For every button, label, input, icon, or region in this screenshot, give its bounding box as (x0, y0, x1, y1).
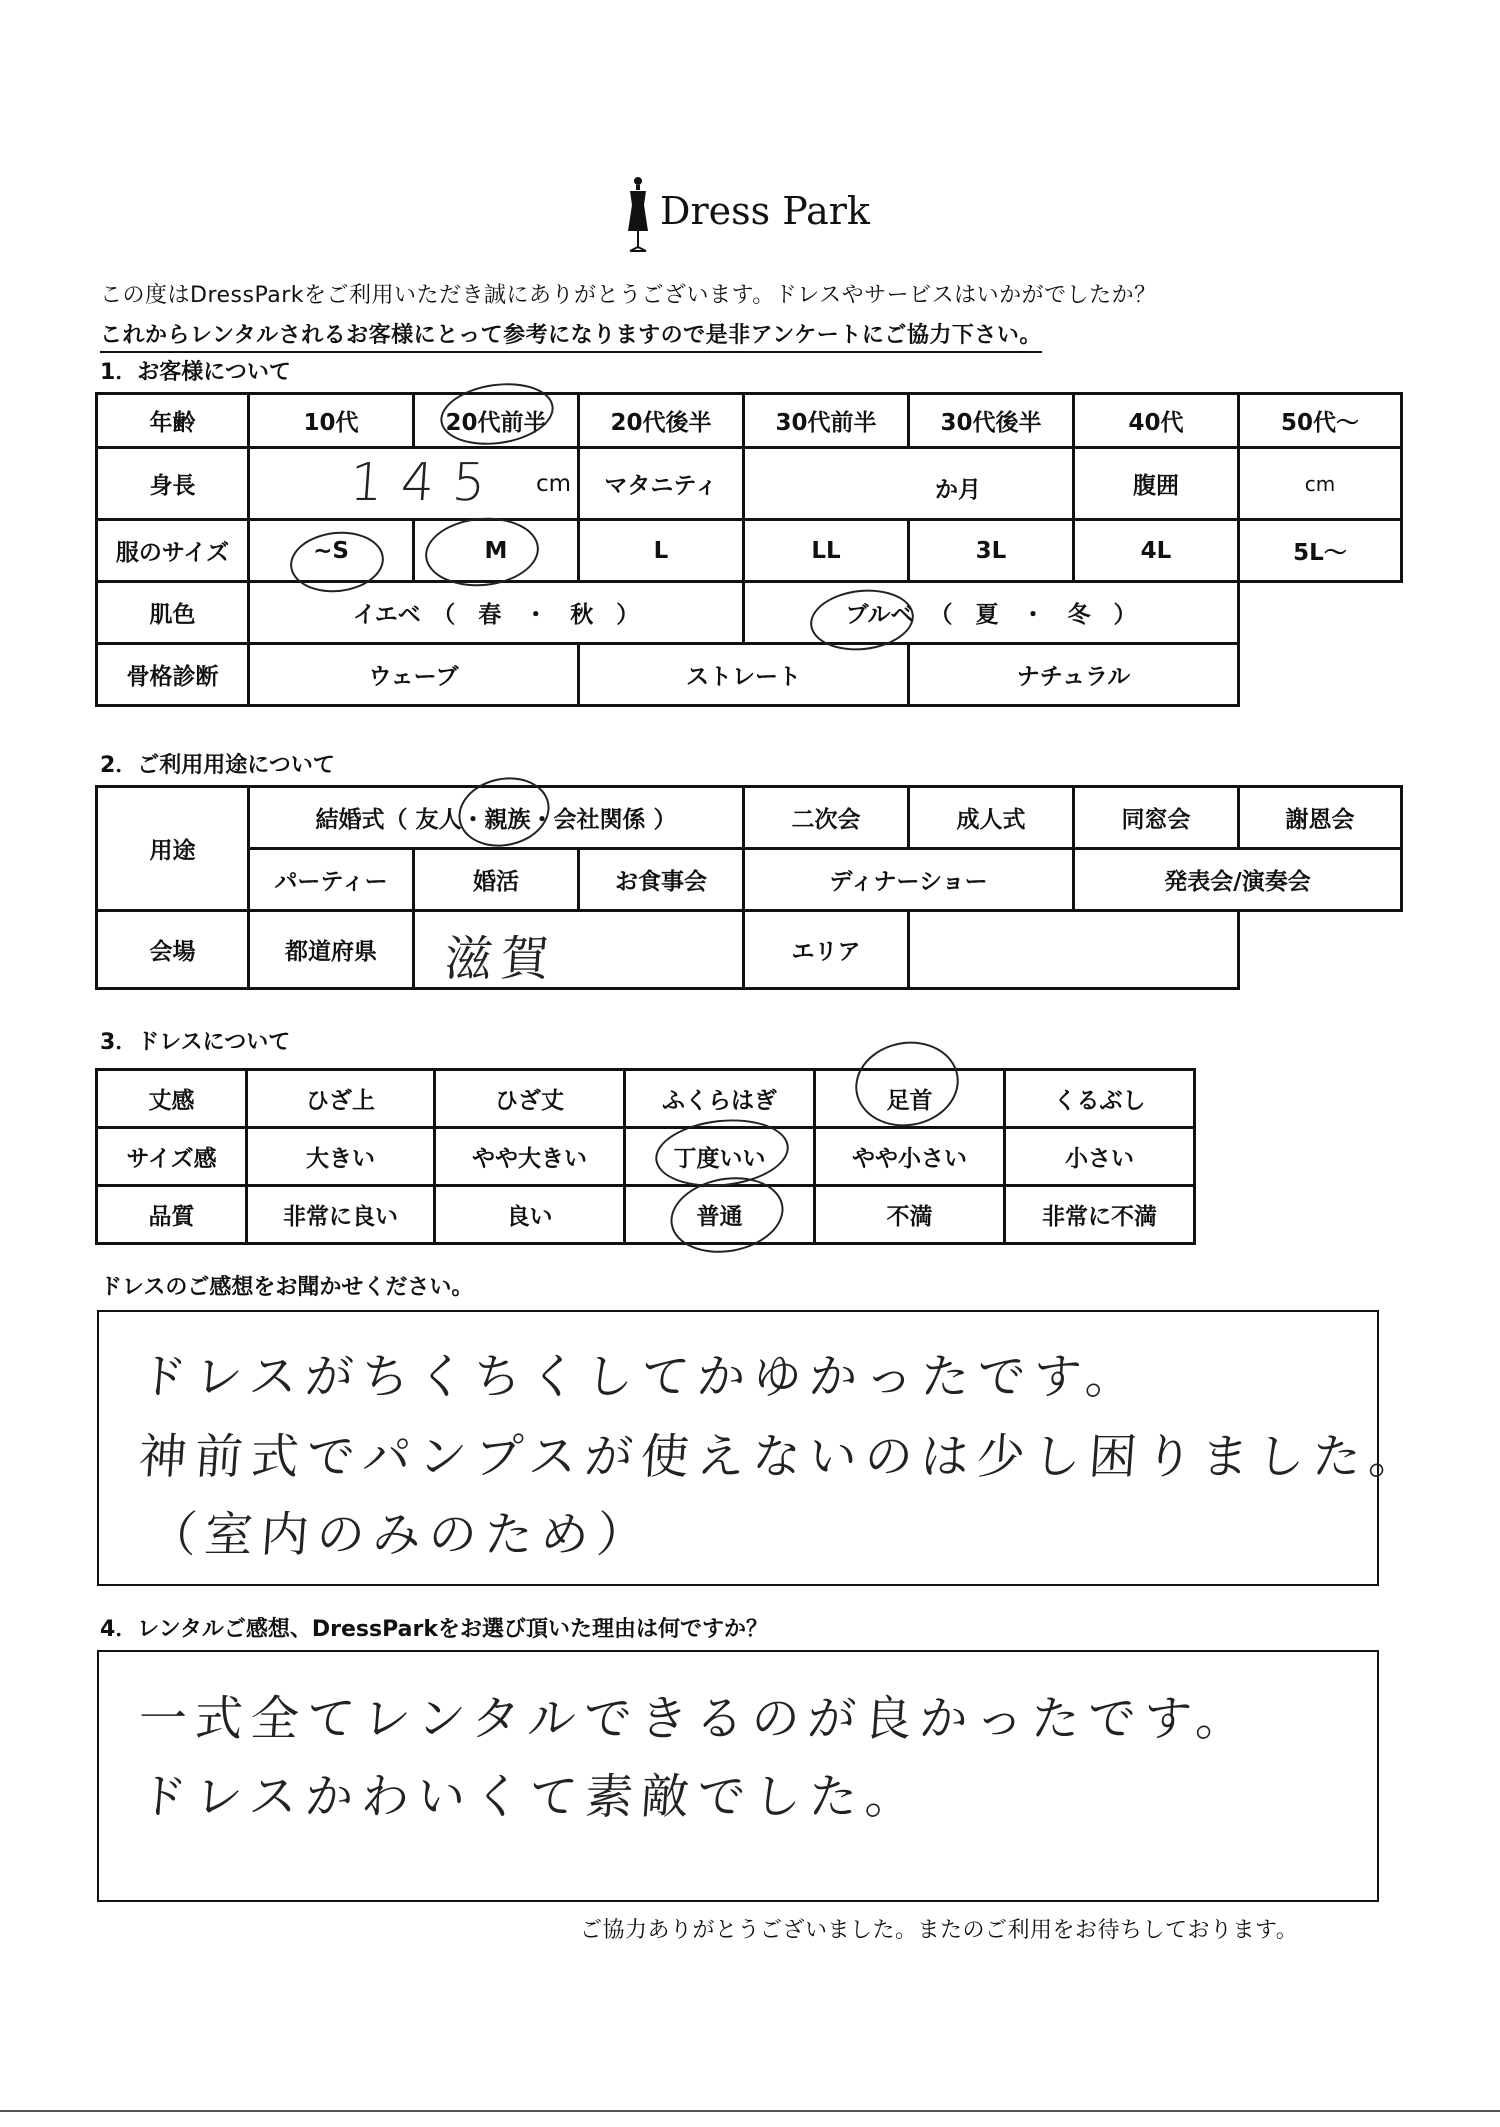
fit-option[interactable]: やや小さい (815, 1128, 1005, 1186)
fit-option[interactable]: 小さい (1005, 1128, 1195, 1186)
skin-blue-option[interactable] (744, 582, 1239, 644)
quality-option[interactable]: 不満 (815, 1186, 1005, 1244)
skin-blue-label: ブルベ (845, 602, 914, 628)
age-option[interactable]: 40代 (1074, 394, 1239, 448)
comment-line: （室内のみのため） (146, 1507, 655, 1563)
size-option[interactable]: LL (744, 520, 909, 582)
comments-prompt: ドレスのご感想をお聞かせください。 (100, 1275, 474, 1300)
frame-option[interactable]: ナチュラル (909, 644, 1239, 706)
quality-option[interactable]: 普通 (625, 1186, 815, 1244)
frame-option[interactable]: ストレート (579, 644, 909, 706)
skin-label: 肌色 (97, 582, 249, 644)
quality-option[interactable]: 非常に良い (247, 1186, 435, 1244)
venue-label: 会場 (97, 911, 249, 989)
frame-option[interactable]: ウェーブ (249, 644, 579, 706)
fit-option[interactable]: 大きい (247, 1128, 435, 1186)
wedding-option[interactable] (249, 787, 744, 849)
purpose-option[interactable]: 謝恩会 (1239, 787, 1402, 849)
fit-option[interactable]: 丁度いい (625, 1128, 815, 1186)
section2-title: 2．ご利用用途について (100, 753, 335, 778)
thank-you-footer: ご協力ありがとうございました。またのご利用をお待ちしております。 (580, 1918, 1299, 1943)
comment-line: ドレスがちくちくしてかゆかったです。 (136, 1349, 1144, 1405)
customer-table (95, 392, 1403, 707)
age-option[interactable]: 30代前半 (744, 394, 909, 448)
age-option[interactable]: 10代 (249, 394, 414, 448)
fit-option[interactable]: やや大きい (435, 1128, 625, 1186)
purpose-label: 用途 (97, 787, 249, 911)
size-label: 服のサイズ (97, 520, 249, 582)
purpose-option[interactable]: 発表会/演奏会 (1074, 849, 1402, 911)
month-unit: か月 (935, 477, 981, 503)
skin-blue-seasons: （ 夏 ・ 冬 ） (929, 602, 1137, 628)
scan-edge-line (0, 2110, 1500, 2112)
purpose-option[interactable]: お食事会 (579, 849, 744, 911)
intro-text: この度はDressParkをご利用いただき誠にありがとうございます。ドレスやサービスはいかがでしたか？ (100, 283, 1157, 308)
size-option[interactable]: 5L〜 (1239, 520, 1402, 582)
purpose-option[interactable]: 成人式 (909, 787, 1074, 849)
section4-title: 4．レンタルご感想、DressParkをお選び頂いた理由は何ですか？ (100, 1617, 768, 1642)
section1-title: 1．お客様について (100, 360, 291, 385)
purpose-option[interactable]: 婚活 (414, 849, 579, 911)
maternity-field[interactable] (744, 448, 1074, 520)
length-option[interactable]: ひざ丈 (435, 1070, 625, 1128)
length-option[interactable]: 足首 (815, 1070, 1005, 1128)
purpose-option[interactable]: パーティー (249, 849, 414, 911)
area-label: エリア (744, 911, 909, 989)
size-option[interactable]: 4L (1074, 520, 1239, 582)
dress-mannequin-icon (620, 175, 656, 255)
purpose-option[interactable]: ディナーショー (744, 849, 1074, 911)
size-option[interactable]: L (579, 520, 744, 582)
area-field[interactable] (909, 911, 1239, 989)
dress-table (95, 1068, 1196, 1245)
dresspark-logo (620, 175, 880, 255)
prefecture-label: 都道府県 (249, 911, 414, 989)
reason-line: ドレスかわいくて素敵でした。 (136, 1769, 924, 1825)
height-label: 身長 (97, 448, 249, 520)
waist-unit[interactable]: cm (1239, 448, 1402, 520)
comment-line: 神前式でパンプスが使えないのは少し困りました。 (136, 1429, 1427, 1485)
height-unit: cm (535, 471, 571, 497)
purpose-option[interactable]: 同窓会 (1074, 787, 1239, 849)
size-option[interactable]: M (414, 520, 579, 582)
frame-label: 骨格診断 (97, 644, 249, 706)
wedding-relatives: 親族 (484, 807, 531, 833)
fit-label: サイズ感 (97, 1128, 247, 1186)
quality-label: 品質 (97, 1186, 247, 1244)
prefecture-value: 滋賀 (442, 931, 559, 987)
intro-request: これからレンタルされるお客様にとって参考になりますので是非アンケートにご協力下さい。 (100, 318, 1042, 353)
usage-table (95, 785, 1403, 990)
wedding-suffix: ・会社関係 ） (530, 807, 677, 833)
size-option[interactable]: ~S (249, 520, 414, 582)
height-value: 145 (347, 453, 506, 513)
logo-text: Dress Park (660, 189, 870, 233)
prefecture-field[interactable] (414, 911, 744, 989)
length-option[interactable]: ふくらはぎ (625, 1070, 815, 1128)
quality-option[interactable]: 非常に不満 (1005, 1186, 1195, 1244)
age-option[interactable]: 20代前半 (414, 394, 579, 448)
quality-option[interactable]: 良い (435, 1186, 625, 1244)
waist-label: 腹囲 (1074, 448, 1239, 520)
length-label: 丈感 (97, 1070, 247, 1128)
age-label: 年齢 (97, 394, 249, 448)
age-option[interactable]: 50代〜 (1239, 394, 1402, 448)
size-option[interactable]: 3L (909, 520, 1074, 582)
age-option[interactable]: 30代後半 (909, 394, 1074, 448)
purpose-option[interactable]: 二次会 (744, 787, 909, 849)
skin-yellow-option[interactable]: イエベ （ 春 ・ 秋 ） (249, 582, 744, 644)
length-option[interactable]: ひざ上 (247, 1070, 435, 1128)
reason-line: 一式全てレンタルできるのが良かったです。 (136, 1691, 1254, 1747)
length-option[interactable]: くるぶし (1005, 1070, 1195, 1128)
reason-box[interactable] (97, 1650, 1379, 1902)
comments-box[interactable] (97, 1310, 1427, 1586)
maternity-label: マタニティ (579, 448, 744, 520)
height-field[interactable] (249, 448, 579, 520)
wedding-prefix: 結婚式（ 友人・ (315, 807, 485, 833)
section3-title: 3．ドレスについて (100, 1030, 291, 1055)
age-option[interactable]: 20代後半 (579, 394, 744, 448)
